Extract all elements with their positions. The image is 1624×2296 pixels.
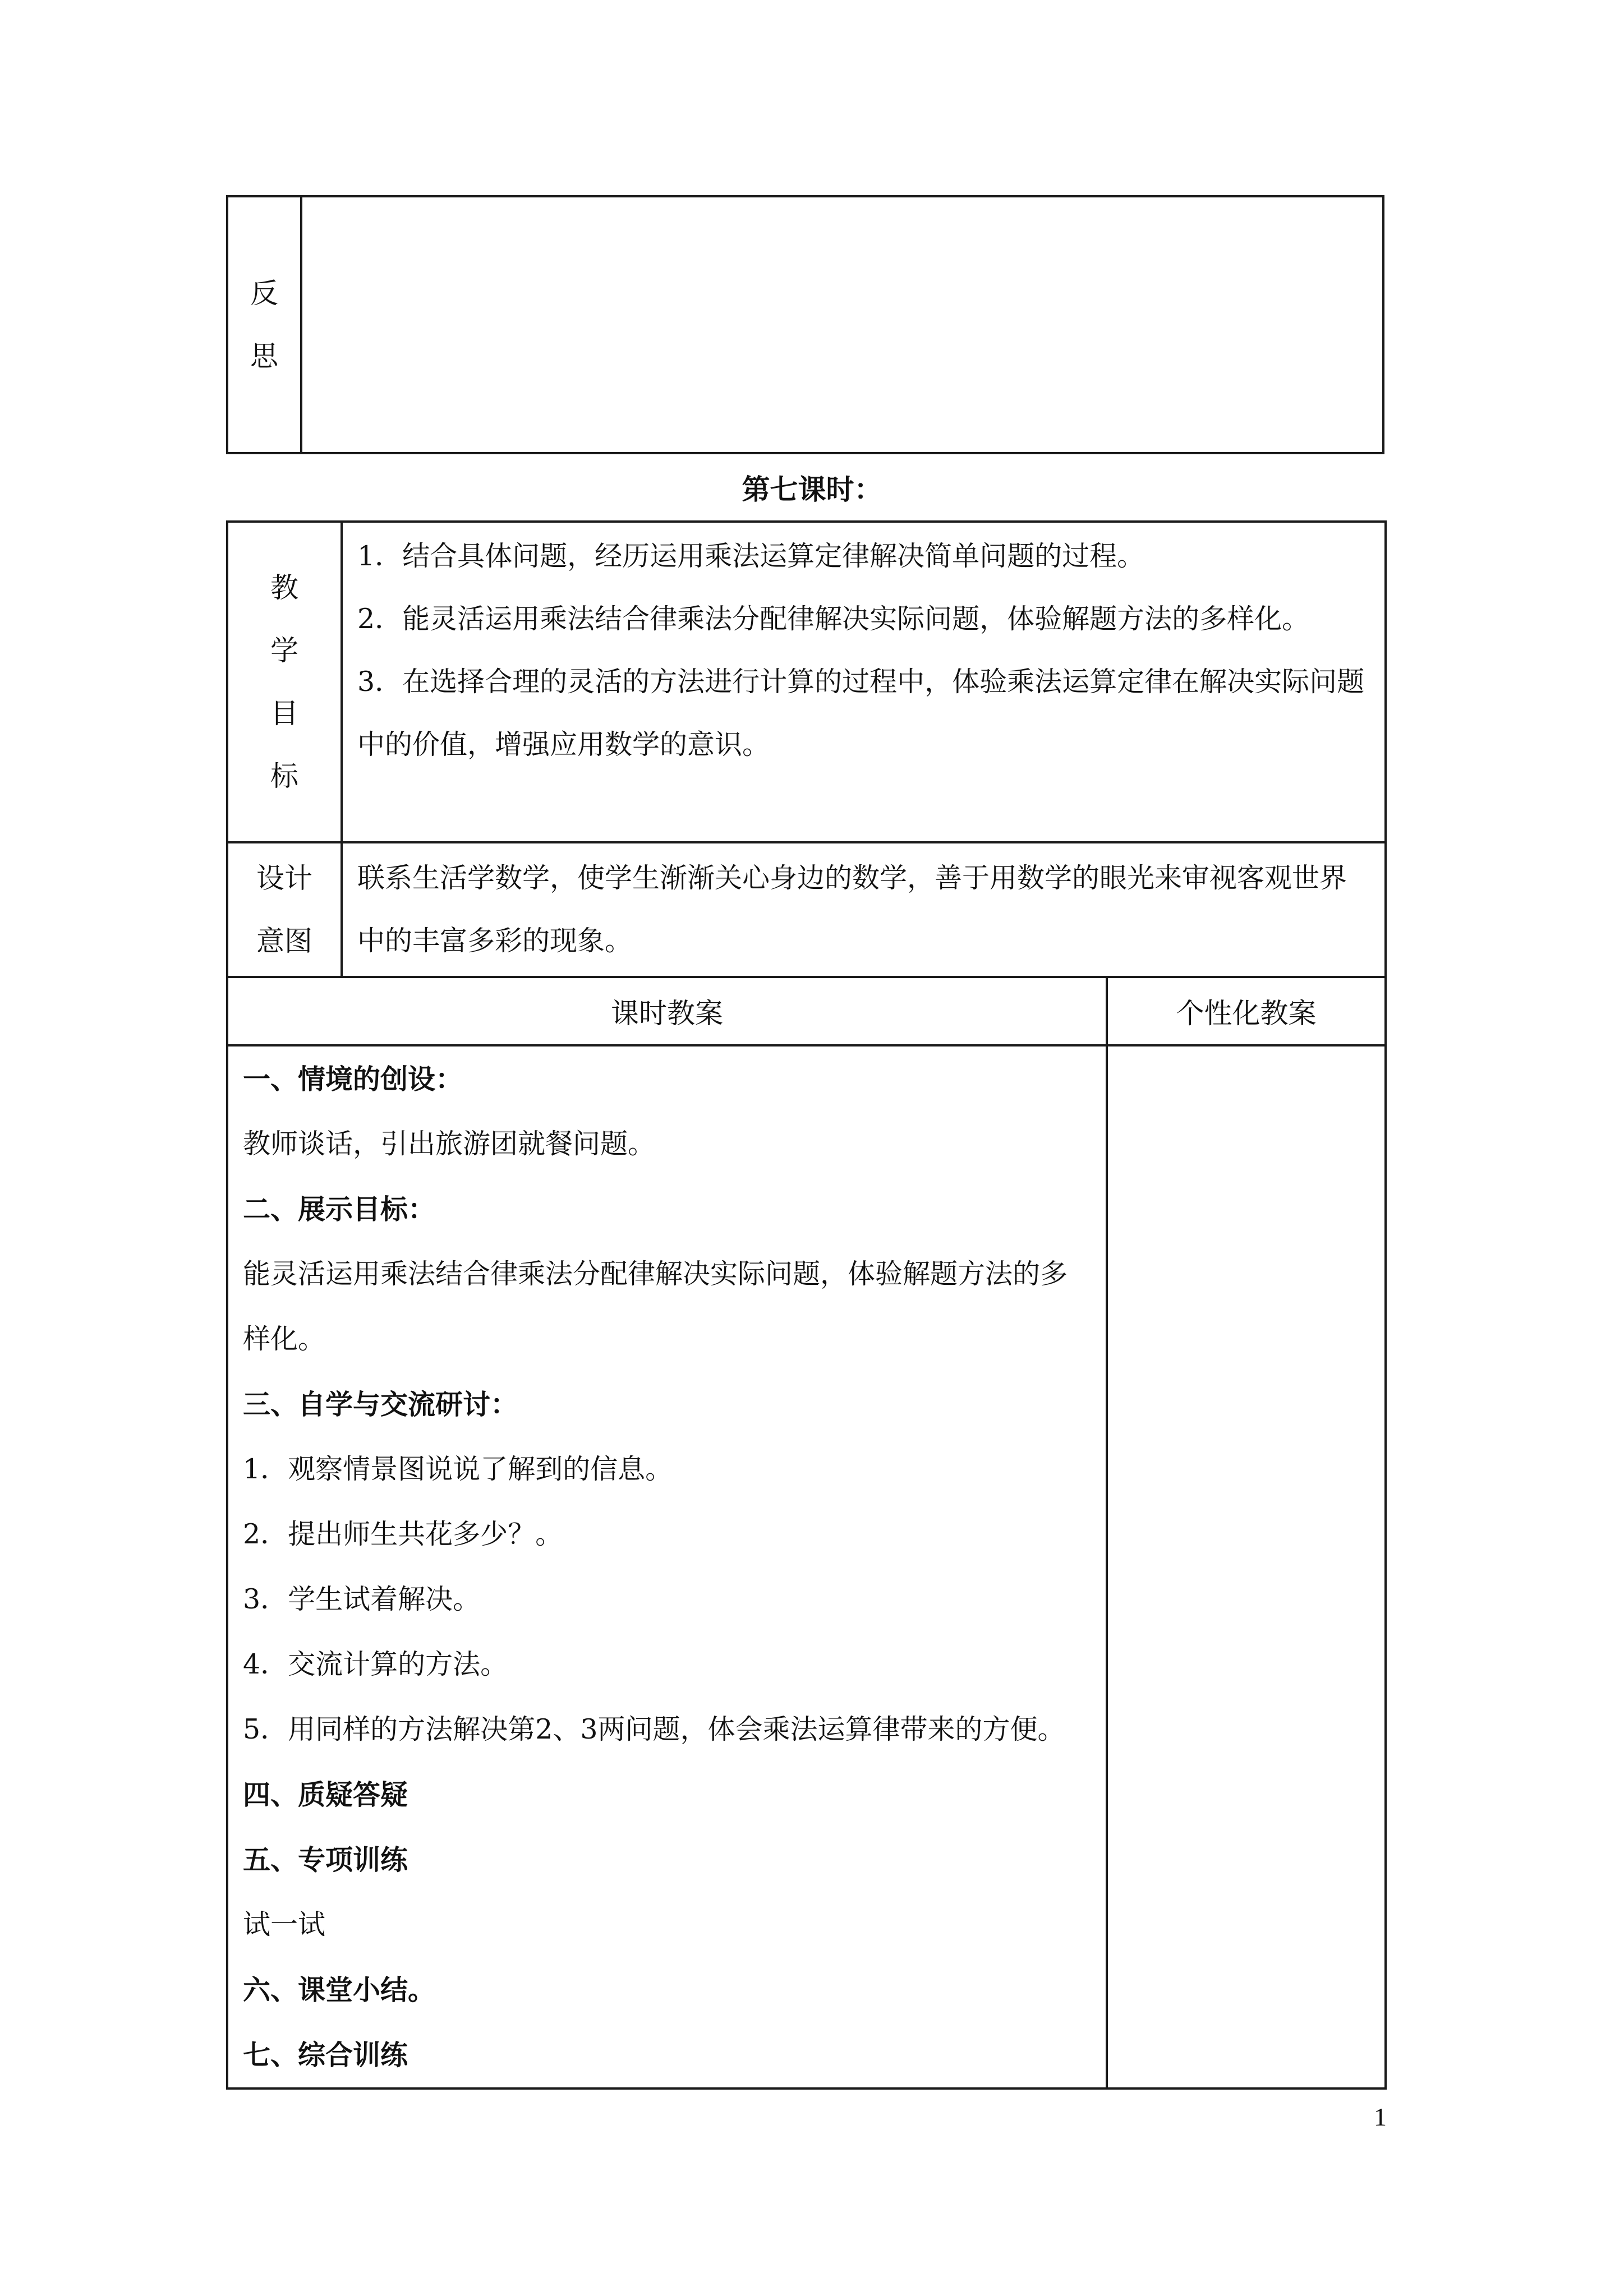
lesson-plan-content — [227, 1045, 1107, 2088]
reflection-label — [227, 196, 301, 453]
objectives-content — [342, 522, 1386, 842]
section-heading: 四、质疑答疑 — [243, 1778, 408, 1811]
content-line: 1．观察情景图说说了解到的信息。 — [243, 1453, 673, 1485]
objectives-label-char: 教 — [270, 571, 298, 604]
objectives-label-char: 学 — [270, 634, 298, 667]
lesson-plan-header: 课时教案 — [227, 977, 1107, 1045]
content-line: 能灵活运用乘法结合律乘法分配律解决实际问题，体验解题方法的多样化。 — [243, 1258, 1068, 1355]
lesson-heading: 第七课时： — [742, 473, 882, 506]
section-heading: 七、综合训练 — [243, 2039, 408, 2071]
objective-item: 2．能灵活运用乘法结合律乘法分配律解决实际问题，体验解题方法的多样化。 — [357, 603, 1310, 635]
page-number: 1 — [1374, 2103, 1387, 2131]
objectives-label — [227, 522, 342, 842]
reflection-table — [226, 195, 1384, 454]
section-heading: 六、课堂小结。 — [243, 1974, 436, 2006]
column-header-row — [227, 977, 1386, 1045]
objective-item: 1．结合具体问题，经历运用乘法运算定律解决简单问题的过程。 — [357, 540, 1145, 572]
design-intent-row — [227, 842, 1386, 977]
content-line: 教师谈话，引出旅游团就餐问题。 — [243, 1128, 656, 1160]
content-line: 4．交流计算的方法。 — [243, 1648, 508, 1680]
objectives-row — [227, 522, 1386, 842]
section-heading: 三、自学与交流研讨： — [243, 1388, 518, 1421]
personal-plan-content — [1107, 1045, 1386, 2088]
design-intent-label-line: 意图 — [256, 925, 312, 957]
content-line: 2．提出师生共花多少？。 — [243, 1518, 563, 1550]
content-line: 5．用同样的方法解决第2、3两问题，体会乘法运算律带来的方便。 — [243, 1713, 1065, 1745]
reflection-label-char: 反 — [250, 277, 278, 310]
objective-item: 3．在选择合理的灵活的方法进行计算的过程中，体验乘法运算定律在解决实际问题中的价值，增强应用数学的意识。 — [357, 666, 1365, 760]
content-line: 试一试 — [243, 1908, 326, 1940]
section-heading: 二、展示目标： — [243, 1193, 436, 1225]
objectives-label-char: 目 — [270, 697, 298, 730]
personal-plan-header: 个性化教案 — [1107, 977, 1386, 1045]
content-line: 3．学生试着解决。 — [243, 1583, 481, 1615]
reflection-content — [301, 196, 1383, 453]
design-intent-label — [227, 842, 342, 977]
reflection-label-char: 思 — [250, 340, 278, 372]
design-intent-text: 联系生活学数学，使学生渐渐关心身边的数学，善于用数学的眼光来审视客观世界中的丰富多彩的现象。 — [342, 842, 1386, 977]
design-intent-label-line: 设计 — [256, 862, 312, 895]
objectives-label-char: 标 — [270, 760, 298, 792]
section-heading: 五、专项训练 — [243, 1843, 408, 1876]
lesson-content-row — [227, 1045, 1386, 2088]
section-heading: 一、情境的创设： — [243, 1063, 463, 1095]
lesson-table — [226, 520, 1387, 2090]
